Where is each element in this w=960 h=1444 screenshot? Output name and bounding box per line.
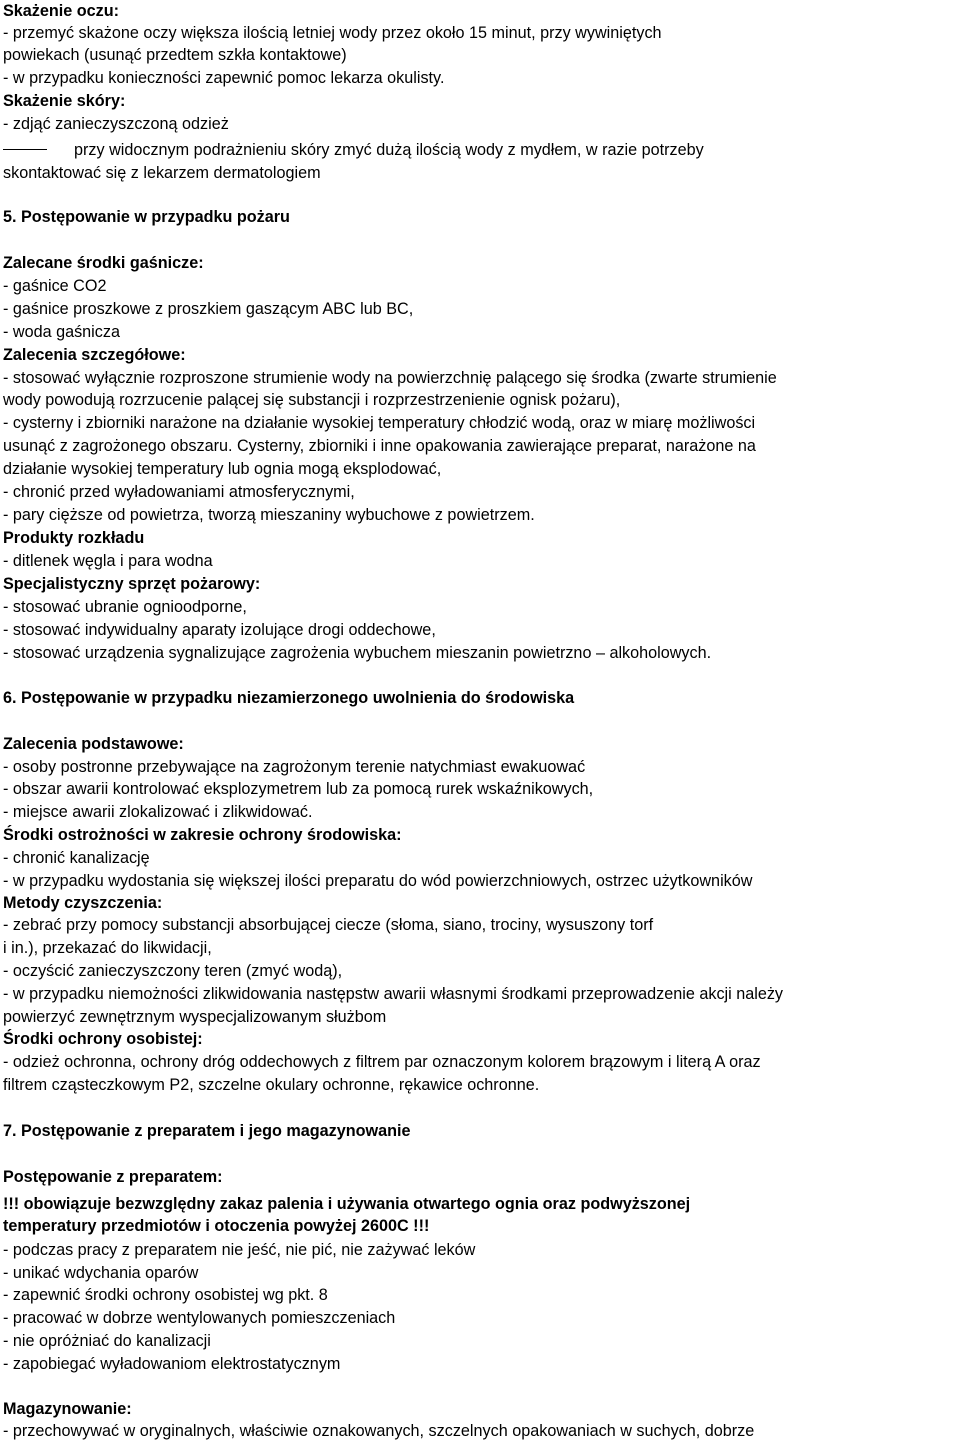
text-line: powierzyć zewnętrznym wyspecjalizowanym służbom	[3, 1008, 387, 1026]
text-line: skontaktować się z lekarzem dermatologiem	[3, 164, 321, 182]
text-line: filtrem cząsteczkowym P2, szczelne okulary ochronne, rękawice ochronne.	[3, 1076, 540, 1094]
text-line: - stosować ubranie ognioodporne,	[3, 598, 247, 616]
list-dash-marker	[3, 149, 47, 150]
text-line: - chronić kanalizację	[3, 849, 150, 867]
indented-paragraph-line: przy widocznym podrażnieniu skóry zmyć dużą ilością wody z mydłem, w razie potrzeby	[74, 141, 704, 159]
text-line: - odzież ochronna, ochrony dróg oddechowych z filtrem par oznaczonym kolorem brązowym i literą A oraz	[3, 1053, 761, 1071]
text-line: usunąć z zagrożonego obszaru. Cysterny, zbiorniki i inne opakowania zawierające preparat, narażone na	[3, 437, 756, 455]
section-heading: Metody czyszczenia:	[3, 894, 163, 912]
text-line: - zebrać przy pomocy substancji absorbującej ciecze (słoma, siano, trociny, wysuszony torf	[3, 916, 654, 934]
text-line: - przemyć skażone oczy większa ilością letniej wody przez około 15 minut, przy wywiniętych	[3, 24, 662, 42]
text-line: - oczyścić zanieczyszczony teren (zmyć wodą),	[3, 962, 343, 980]
text-line: - w przypadku niemożności zlikwidowania następstw awarii własnymi środkami przeprowadzenie akcji należy	[3, 985, 784, 1003]
section-heading: Skażenie oczu:	[3, 2, 120, 20]
section-heading: Środki ochrony osobistej:	[3, 1030, 203, 1048]
text-line: - stosować wyłącznie rozproszone strumienie wody na powierzchnię palącego się środka (zwarte strumienie	[3, 369, 777, 387]
section-heading: 5. Postępowanie w przypadku pożaru	[3, 208, 290, 226]
text-line: - zapobiegać wyładowaniom elektrostatycznym	[3, 1355, 341, 1373]
section-heading: !!! obowiązuje bezwzględny zakaz palenia i używania otwartego ognia oraz podwyższonej	[3, 1195, 691, 1213]
text-line: i in.), przekazać do likwidacji,	[3, 939, 212, 957]
text-line: - zdjąć zanieczyszczoną odzież	[3, 115, 229, 133]
section-heading: Zalecenia szczegółowe:	[3, 346, 186, 364]
text-line: - pary cięższe od powietrza, tworzą mieszaniny wybuchowe z powietrzem.	[3, 506, 535, 524]
text-line: - nie opróżniać do kanalizacji	[3, 1332, 211, 1350]
text-line: - w przypadku konieczności zapewnić pomoc lekarza okulisty.	[3, 69, 445, 87]
text-line: - w przypadku wydostania się większej ilości preparatu do wód powierzchniowych, ostrzec użytkowników	[3, 872, 753, 890]
text-line: - gaśnice proszkowe z proszkiem gaszącym ABC lub BC,	[3, 300, 414, 318]
text-line: - obszar awarii kontrolować eksplozymetrem lub za pomocą rurek wskaźnikowych,	[3, 780, 594, 798]
section-heading: Skażenie skóry:	[3, 92, 126, 110]
text-line: - przechowywać w oryginalnych, właściwie oznakowanych, szczelnych opakowaniach w suchych, dobrze	[3, 1422, 755, 1440]
section-heading: temperatury przedmiotów i otoczenia powyżej 2600C !!!	[3, 1217, 430, 1235]
section-heading: Zalecane środki gaśnicze:	[3, 254, 204, 272]
section-heading: 7. Postępowanie z preparatem i jego magazynowanie	[3, 1122, 411, 1140]
text-line: - osoby postronne przebywające na zagrożonym terenie natychmiast ewakuować	[3, 758, 586, 776]
text-line: wody powodują rozrzucenie palącej się substancji i rozprzestrzenienie ognisk pożaru),	[3, 391, 621, 409]
text-line: - stosować urządzenia sygnalizujące zagrożenia wybuchem mieszanin powietrzno – alkoholowych.	[3, 644, 712, 662]
text-line: działanie wysokiej temperatury lub ognia mogą eksplodować,	[3, 460, 442, 478]
section-heading: Magazynowanie:	[3, 1400, 132, 1418]
text-line: - ditlenek węgla i para wodna	[3, 552, 213, 570]
text-line: - gaśnice CO2	[3, 277, 107, 295]
text-line: - pracować w dobrze wentylowanych pomieszczeniach	[3, 1309, 396, 1327]
section-heading: Zalecenia podstawowe:	[3, 735, 184, 753]
text-line: - cysterny i zbiorniki narażone na działanie wysokiej temperatury chłodzić wodą, oraz w miarę możliwości	[3, 414, 756, 432]
text-line: powiekach (usunąć przedtem szkła kontaktowe)	[3, 46, 347, 64]
text-line: - podczas pracy z preparatem nie jeść, nie pić, nie zażywać leków	[3, 1241, 476, 1259]
section-heading: Produkty rozkładu	[3, 529, 145, 547]
section-heading: Specjalistyczny sprzęt pożarowy:	[3, 575, 261, 593]
section-heading: Środki ostrożności w zakresie ochrony środowiska:	[3, 826, 402, 844]
text-line: - chronić przed wyładowaniami atmosferycznymi,	[3, 483, 355, 501]
text-line: - stosować indywidualny aparaty izolujące drogi oddechowe,	[3, 621, 436, 639]
section-heading: 6. Postępowanie w przypadku niezamierzonego uwolnienia do środowiska	[3, 689, 575, 707]
text-line: - zapewnić środki ochrony osobistej wg pkt. 8	[3, 1286, 328, 1304]
section-heading: Postępowanie z preparatem:	[3, 1168, 223, 1186]
text-line: - miejsce awarii zlokalizować i zlikwidować.	[3, 803, 313, 821]
text-line: - woda gaśnicza	[3, 323, 120, 341]
text-line: - unikać wdychania oparów	[3, 1264, 199, 1282]
